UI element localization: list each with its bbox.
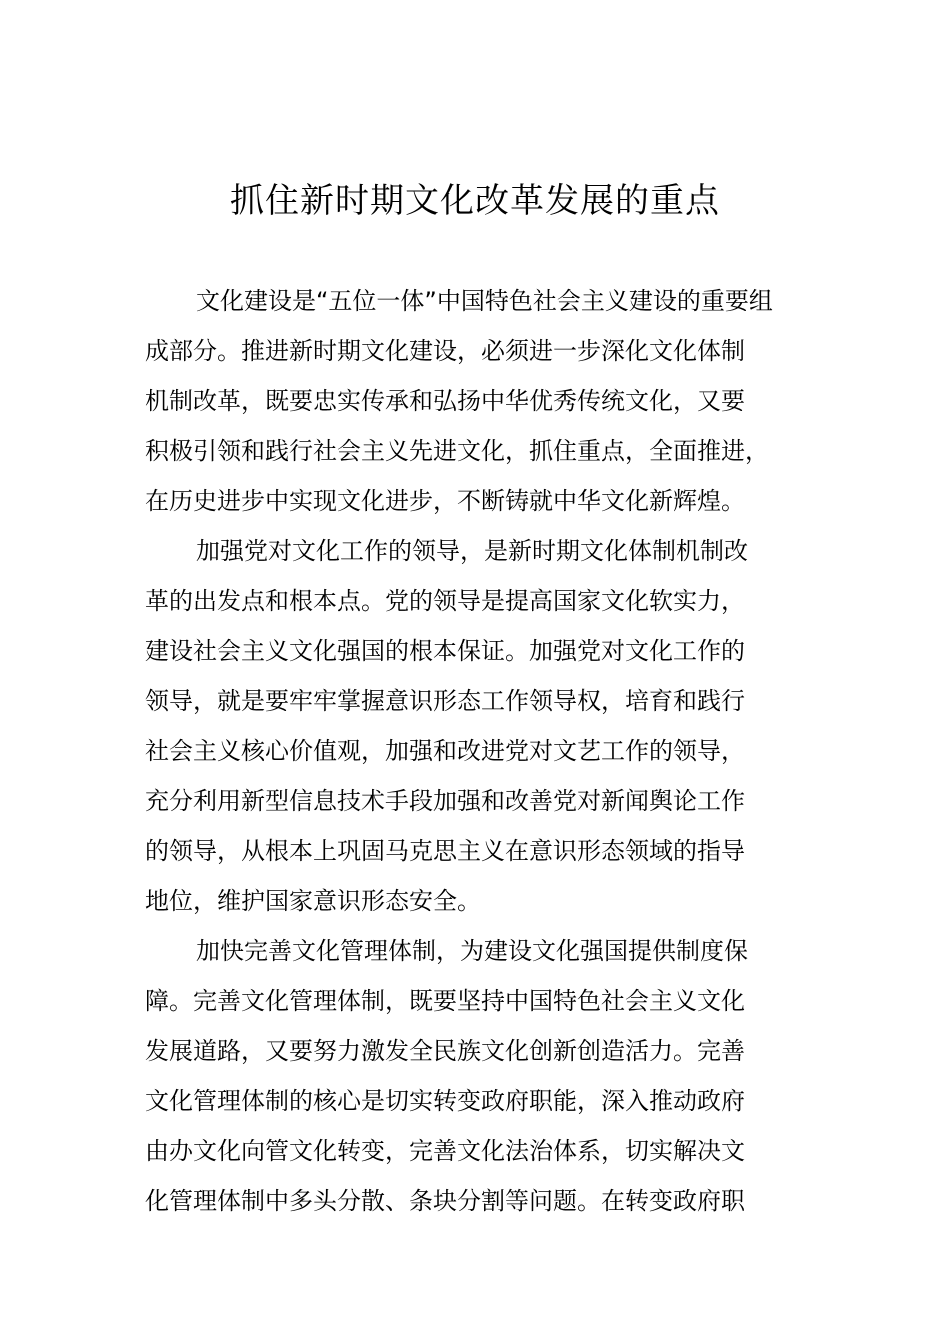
paragraph-2-line-1: 加强党对文化工作的领导，是新时期文化体制机制改 bbox=[196, 537, 748, 565]
paragraph-1-line-1: 文化建设是“五位一体”中国特色社会主义建设的重要组 bbox=[196, 287, 773, 315]
paragraph-3-line-2: 障。完善文化管理体制，既要坚持中国特色社会主义文化 bbox=[145, 987, 745, 1015]
paragraph-3-line-4: 文化管理体制的核心是切实转变政府职能，深入推动政府 bbox=[145, 1087, 745, 1115]
paragraph-2-line-6: 充分利用新型信息技术手段加强和改善党对新闻舆论工作 bbox=[145, 787, 745, 815]
paragraph-2-line-7: 的领导，从根本上巩固马克思主义在意识形态领域的指导 bbox=[145, 837, 745, 865]
paragraph-1-line-2: 成部分。推进新时期文化建设，必须进一步深化文化体制 bbox=[145, 337, 745, 365]
paragraph-3-line-5: 由办文化向管文化转变，完善文化法治体系，切实解决文 bbox=[145, 1137, 745, 1165]
paragraph-2-line-3: 建设社会主义文化强国的根本保证。加强党对文化工作的 bbox=[145, 637, 745, 665]
paragraph-3-line-6: 化管理体制中多头分散、条块分割等问题。在转变政府职 bbox=[145, 1187, 745, 1215]
paragraph-2-line-2: 革的出发点和根本点。党的领导是提高国家文化软实力， bbox=[145, 587, 745, 615]
document-title: 抓住新时期文化改革发展的重点 bbox=[230, 181, 720, 221]
paragraph-2-line-4: 领导，就是要牢牢掌握意识形态工作领导权，培育和践行 bbox=[145, 687, 745, 715]
paragraph-1-line-4: 积极引领和践行社会主义先进文化，抓住重点，全面推进， bbox=[145, 437, 769, 465]
paragraph-2-line-5: 社会主义核心价值观，加强和改进党对文艺工作的领导， bbox=[145, 737, 745, 765]
paragraph-1-line-3: 机制改革，既要忠实传承和弘扬中华优秀传统文化，又要 bbox=[145, 387, 745, 415]
paragraph-3-line-1: 加快完善文化管理体制，为建设文化强国提供制度保 bbox=[196, 937, 748, 965]
paragraph-1-line-5: 在历史进步中实现文化进步，不断铸就中华文化新辉煌。 bbox=[145, 487, 745, 515]
paragraph-3-line-3: 发展道路，又要努力激发全民族文化创新创造活力。完善 bbox=[145, 1037, 745, 1065]
paragraph-2-line-8: 地位，维护国家意识形态安全。 bbox=[145, 887, 481, 915]
